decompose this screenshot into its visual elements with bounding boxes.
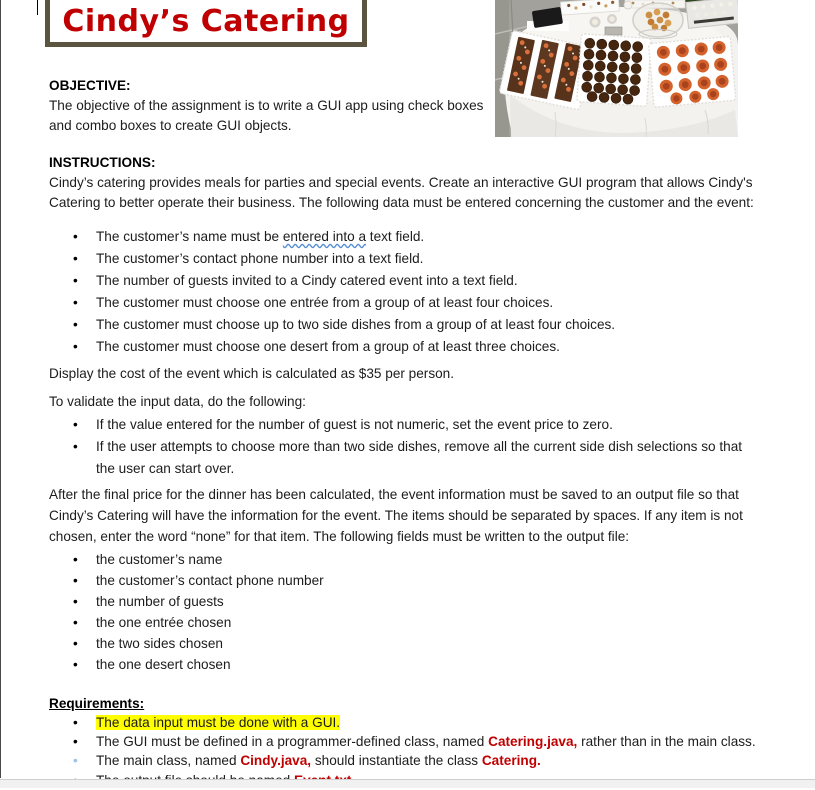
list-item — [49, 248, 761, 270]
text-run: The GUI must be defined in a programmer-defined class, named — [96, 734, 489, 750]
list-item — [49, 314, 761, 336]
list-item-text: The customer must choose one desert from a group of at least three choices. — [96, 339, 560, 354]
bullet-icon: • — [73, 295, 78, 310]
list-item — [49, 654, 761, 675]
text-cursor — [37, 0, 38, 15]
list-item-text: The customer must choose up to two side dishes from a group of at least four choices. — [96, 317, 616, 332]
list-item — [49, 270, 761, 292]
list-item — [49, 336, 761, 358]
bullet-icon-blue: • — [73, 753, 78, 769]
spellcheck-underlined-text: entered into a — [282, 229, 367, 244]
text-run: text field. — [366, 229, 425, 244]
list-item-text: If the user attempts to choose more than two side dishes, remove all the current side dish selections so that the user can start over. — [96, 439, 743, 476]
document-body — [49, 76, 761, 790]
bullet-icon: • — [73, 339, 78, 354]
list-item-text: The customer must choose one entrée from a group of at least four choices. — [96, 295, 554, 310]
input-data-list — [49, 226, 761, 358]
bullet-icon: • — [73, 594, 78, 609]
bullet-icon: • — [73, 317, 78, 332]
bullet-icon: • — [73, 251, 78, 266]
text-run: rather than in the main class. — [577, 734, 756, 750]
objective-heading: OBJECTIVE: — [49, 78, 131, 93]
page-left-border — [0, 0, 1, 778]
bullet-icon: • — [73, 229, 78, 244]
logo-text: Cindy’s Catering — [62, 3, 350, 39]
class-name-catering-java: Catering.java, — [488, 734, 578, 750]
bullet-icon: • — [73, 552, 78, 567]
list-item-text: The customer’s contact phone number into a text field. — [96, 251, 424, 266]
list-item — [49, 713, 761, 732]
list-item — [49, 612, 761, 633]
list-item — [49, 751, 761, 770]
bullet-icon: • — [73, 439, 78, 454]
list-item-text: the customer’s contact phone number — [96, 573, 324, 588]
bullet-icon: • — [73, 636, 78, 651]
bullet-icon: • — [73, 573, 78, 588]
list-item — [49, 292, 761, 314]
bullet-icon: • — [73, 417, 78, 432]
output-file-intro: After the final price for the dinner has been calculated, the event information must be saved to an output file so that Cindy’s Catering will have the information for the event. The items should be separated by spaces. If any item is not chosen, enter the word “none” for that item. The following fields must be written to the output file: — [49, 487, 743, 544]
text-run: The main class, named — [96, 753, 241, 769]
bullet-icon: • — [73, 715, 78, 730]
list-item-text — [96, 751, 761, 770]
list-item — [49, 436, 761, 480]
instructions-intro: Cindy’s catering provides meals for parties and special events. Create an interactive GUI program that allows Cindy's Catering to better operate their business. The following data must be entered concerning the customer and the event: — [49, 175, 754, 210]
requirements-heading: Requirements: — [49, 696, 145, 711]
text-run: The customer’s name must be — [96, 229, 283, 244]
list-item — [49, 591, 761, 612]
list-item-text: If the value entered for the number of guest is not numeric, set the event price to zero. — [96, 417, 613, 432]
list-item-text — [96, 713, 761, 732]
list-item — [49, 226, 761, 248]
bullet-icon: • — [73, 273, 78, 288]
list-item — [49, 570, 761, 591]
list-item — [49, 633, 761, 654]
validation-intro: To validate the input data, do the following: — [49, 394, 306, 409]
list-item-text — [96, 732, 761, 751]
logo — [45, 0, 367, 47]
list-item-text: The number of guests invited to a Cindy catered event into a text field. — [96, 273, 518, 288]
text-run: should instantiate the class — [311, 753, 482, 769]
bullet-icon: • — [73, 657, 78, 672]
bullet-icon: • — [73, 615, 78, 630]
list-item — [49, 732, 761, 751]
bullet-icon: • — [73, 734, 78, 750]
instructions-heading: INSTRUCTIONS: — [49, 155, 156, 170]
list-item-text: the one entrée chosen — [96, 615, 232, 630]
highlighted-text: The data input must be done with a GUI. — [96, 715, 341, 730]
output-fields-list — [49, 549, 761, 675]
cost-line: Display the cost of the event which is calculated as $35 per person. — [49, 366, 455, 381]
objective-body: The objective of the assignment is to write a GUI app using check boxes and combo boxes to create GUI objects. — [49, 98, 484, 133]
class-name-catering: Catering. — [481, 753, 541, 769]
list-item — [49, 549, 761, 570]
list-item-text: the customer’s name — [96, 552, 223, 567]
list-item-text: the two sides chosen — [96, 636, 223, 651]
class-name-cindy-java: Cindy.java, — [240, 753, 312, 769]
list-item-text: the number of guests — [96, 594, 224, 609]
list-item-text — [96, 226, 761, 248]
list-item — [49, 414, 761, 436]
validation-list — [49, 414, 761, 480]
list-item-text: the one desert chosen — [96, 657, 231, 672]
